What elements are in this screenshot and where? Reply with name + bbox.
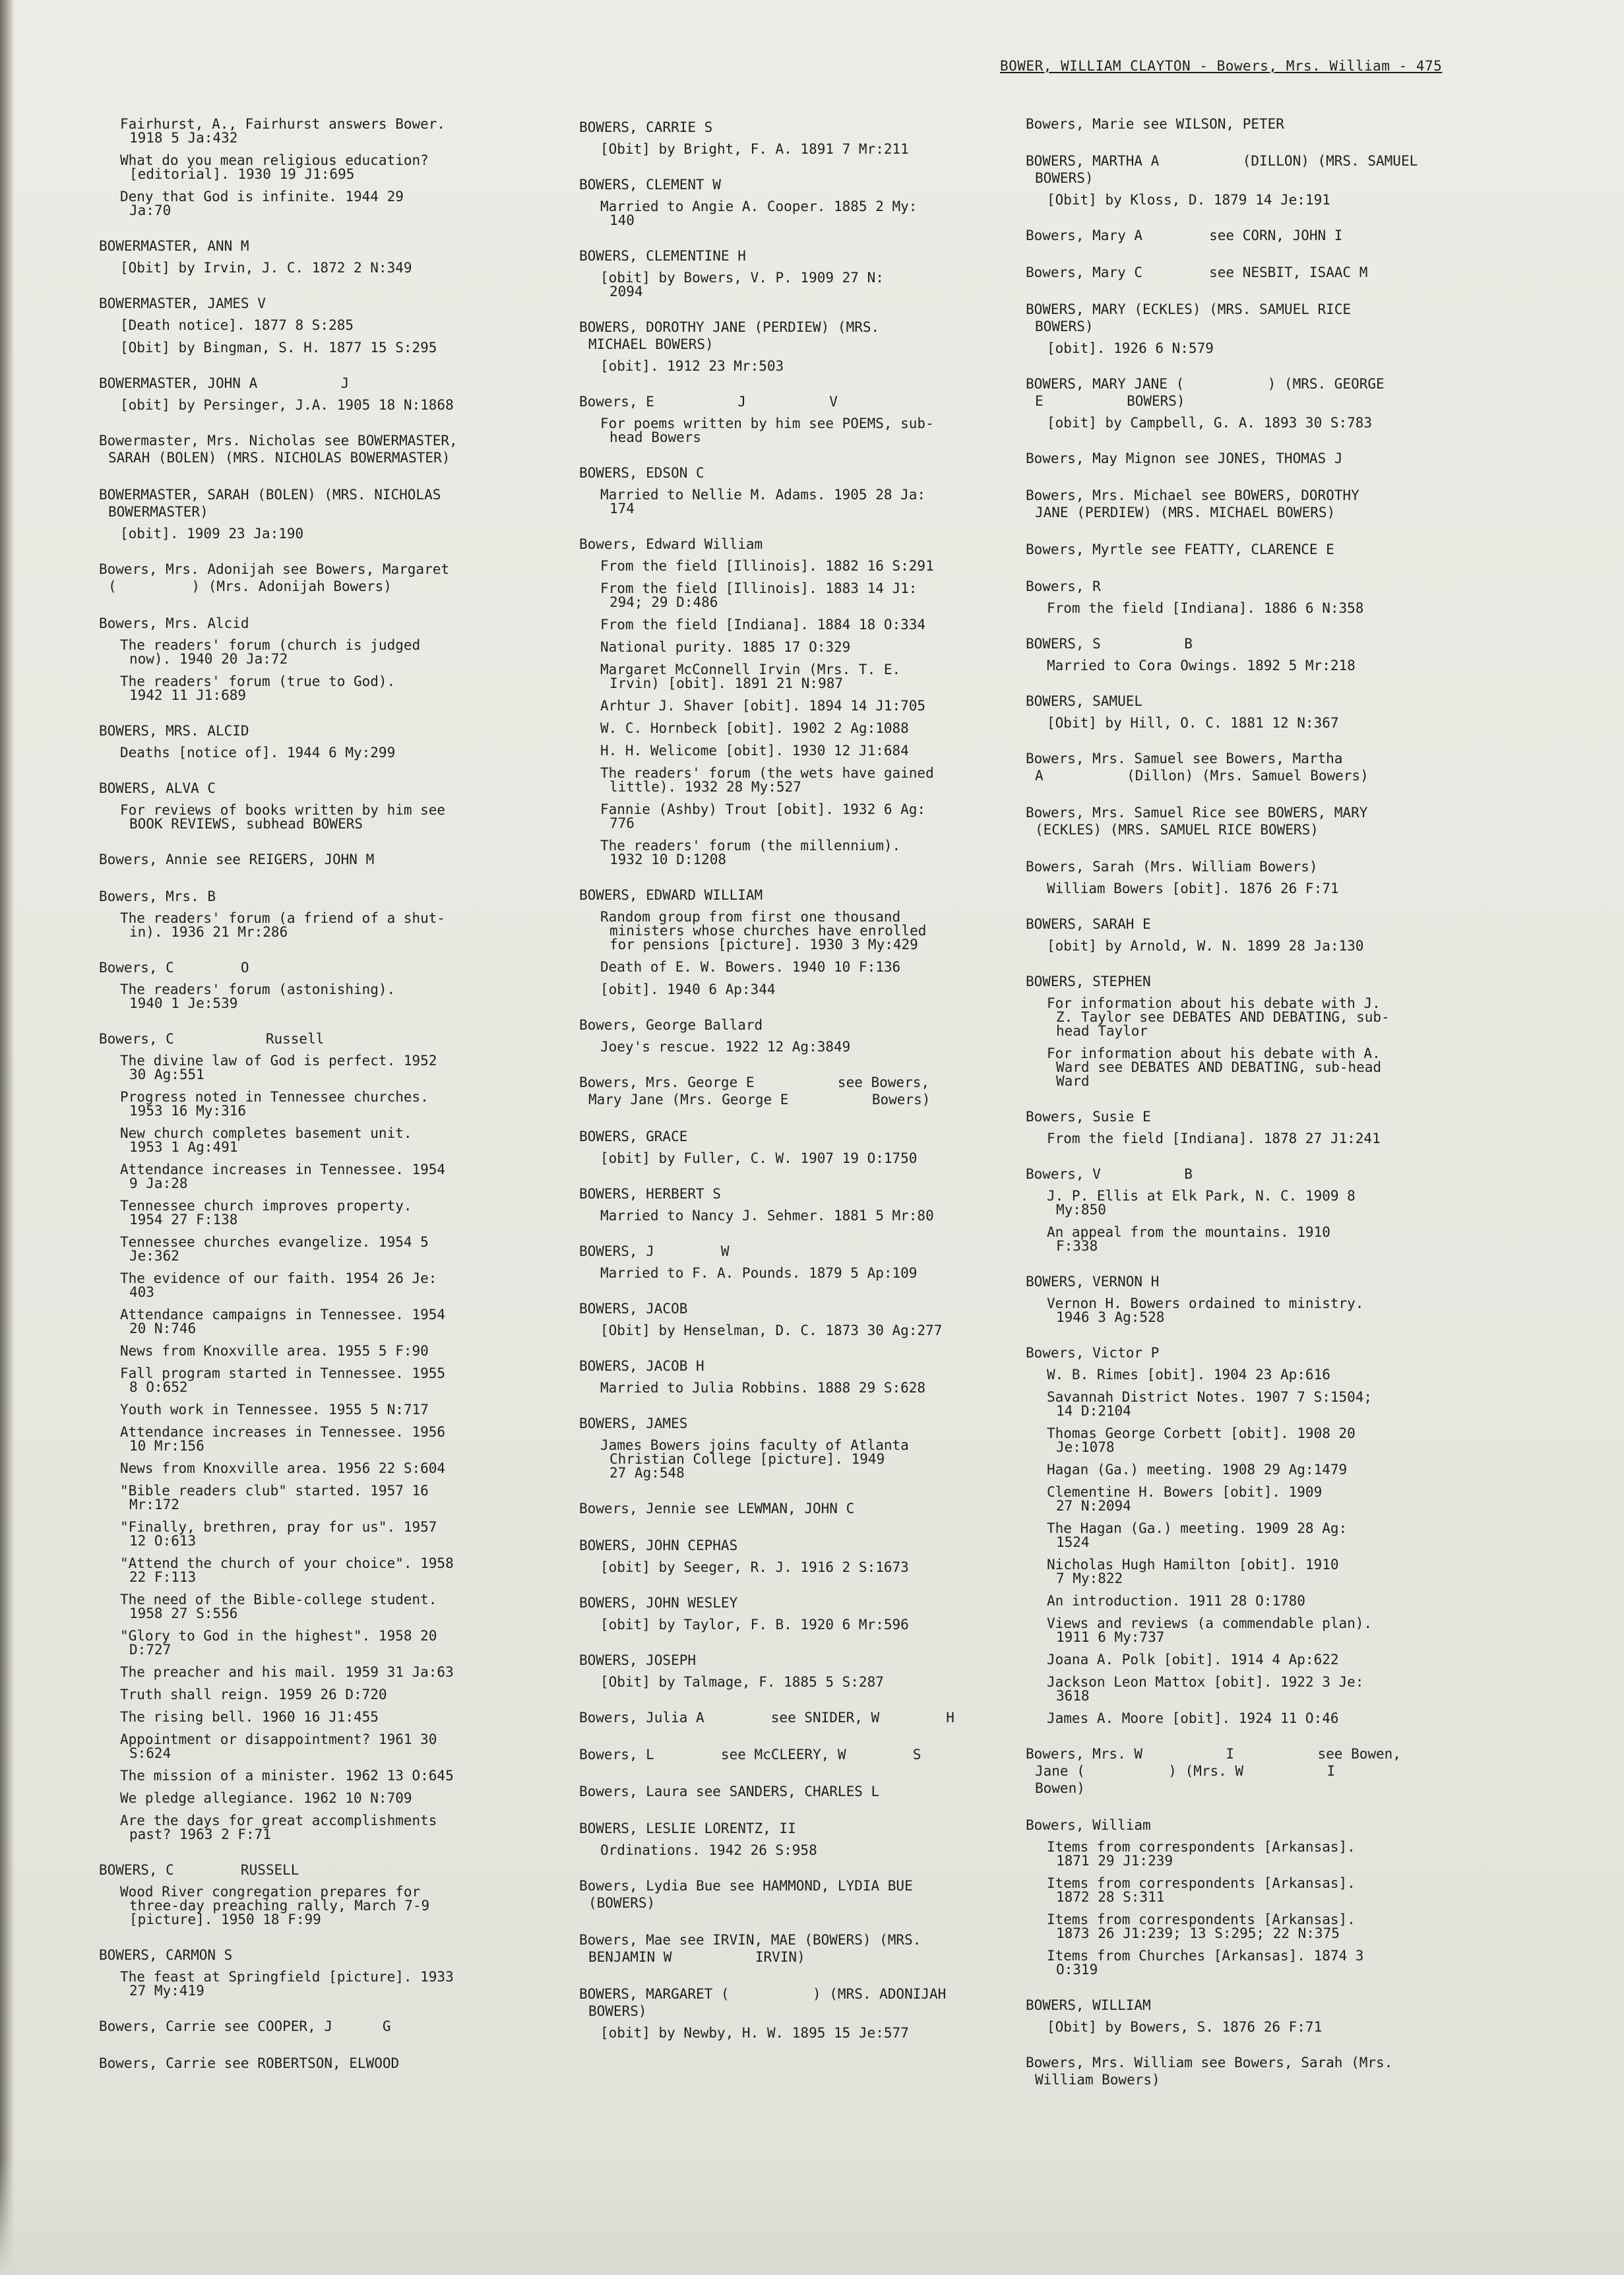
- entry-citation: Arhtur J. Shaver [obit]. 1894 14 J1:705: [600, 698, 926, 714]
- index-entry: [1026, 487, 1474, 521]
- index-entry: [1026, 1817, 1474, 1977]
- entry-heading: BOWERS, CARMON S: [99, 1947, 233, 1963]
- entry-heading: BOWERS, MARY (ECKLES) (MRS. SAMUEL RICE BOWERS): [1026, 301, 1352, 334]
- entry-citation: From the field [Indiana]. 1886 6 N:358: [1047, 600, 1364, 616]
- index-entry: [1026, 2054, 1474, 2088]
- entry-citation: Death of E. W. Bowers. 1940 10 F:136: [600, 959, 901, 975]
- entry-heading: BOWERS, SAMUEL: [1026, 693, 1143, 709]
- entry-heading: Bowers, Mrs. William see Bowers, Sarah (Mrs. William Bowers): [1026, 2055, 1393, 2088]
- entry-heading: BOWERS, EDSON C: [579, 465, 704, 481]
- entry-citation: The mission of a minister. 1962 13 O:645: [120, 1768, 454, 1784]
- index-entry: [1026, 301, 1474, 356]
- index-entry: [579, 1931, 1001, 1966]
- entry-citation: J. P. Ellis at Elk Park, N. C. 1909 8 My:850: [1047, 1188, 1356, 1218]
- entry-citation: The readers' forum (astonishing). 1940 1 Je:539: [120, 982, 396, 1011]
- entry-citation: "Bible readers club" started. 1957 16 Mr:172: [120, 1483, 429, 1512]
- entry-citation: The readers' forum (the millennium). 1932 10 D:1208: [600, 838, 901, 867]
- entry-heading: BOWERMASTER, JOHN A J: [99, 375, 350, 391]
- entry-heading: Bowers, Carrie see COOPER, J G: [99, 2018, 391, 2034]
- entry-citation: Tennessee churches evangelize. 1954 5 Je:362: [120, 1234, 429, 1264]
- entry-citation: "Finally, brethren, pray for us". 1957 12 O:613: [120, 1519, 437, 1549]
- entry-citation: [Obit] by Bingman, S. H. 1877 15 S:295: [120, 340, 437, 356]
- index-entry: [579, 1537, 1001, 1574]
- entry-citation: [Obit] by Bright, F. A. 1891 7 Mr:211: [600, 141, 909, 157]
- entry-citation: Deny that God is infinite. 1944 29 Ja:70: [120, 189, 404, 218]
- entry-citation: Wood River congregation prepares for three-day preaching rally, March 7-9 [picture]. 1950 18 F:99: [120, 1884, 430, 1927]
- index-entry: [579, 1783, 1001, 1800]
- entry-heading: BOWERS, J W: [579, 1243, 730, 1259]
- entry-heading: Bowers, Mary A see CORN, JOHN I: [1026, 228, 1343, 243]
- entry-citation: From the field [Indiana]. 1884 18 O:334: [600, 617, 926, 633]
- index-entry: [1026, 1344, 1474, 1726]
- entry-citation: [Obit] by Bowers, S. 1876 26 F:71: [1047, 2019, 1323, 2035]
- entry-heading: Bowers, Mrs. Samuel Rice see BOWERS, MARY (ECKLES) (MRS. SAMUEL RICE BOWERS): [1026, 805, 1368, 838]
- entry-heading: BOWERMASTER, ANN M: [99, 238, 249, 254]
- entry-heading: BOWERS, DOROTHY JANE (PERDIEW) (MRS. MICHAEL BOWERS): [579, 319, 880, 352]
- entry-citation: Are the days for great accomplishments past? 1963 2 F:71: [120, 1813, 437, 1842]
- entry-citation: [Obit] by Kloss, D. 1879 14 Je:191: [1047, 192, 1330, 208]
- entry-citation: Joana A. Polk [obit]. 1914 4 Ap:622: [1047, 1652, 1339, 1667]
- entry-heading: Bowers, Annie see REIGERS, JOHN M: [99, 852, 375, 867]
- index-entry: [99, 1030, 534, 1842]
- entry-heading: Bowers, Laura see SANDERS, CHARLES L: [579, 1784, 880, 1799]
- entry-citation: Hagan (Ga.) meeting. 1908 29 Ag:1479: [1047, 1462, 1348, 1478]
- index-entry: [99, 561, 534, 595]
- entry-heading: Bowers, Mrs. Michael see BOWERS, DOROTHY JANE (PERDIEW) (MRS. MICHAEL BOWERS): [1026, 487, 1359, 520]
- entry-citation: [Obit] by Henselman, D. C. 1873 30 Ag:277: [600, 1323, 943, 1338]
- entry-citation: James Bowers joins faculty of Atlanta Christian College [picture]. 1949 27 Ag:548: [600, 1437, 909, 1481]
- index-entry: [579, 1877, 1001, 1912]
- index-entry: [1026, 541, 1474, 558]
- entry-citation: Items from correspondents [Arkansas]. 1872 28 S:311: [1047, 1875, 1356, 1905]
- entry-citation: The preacher and his mail. 1959 31 Ja:63: [120, 1664, 454, 1680]
- entry-citation: From the field [Indiana]. 1878 27 J1:241: [1047, 1131, 1381, 1146]
- entry-heading: Bowers, May Mignon see JONES, THOMAS J: [1026, 451, 1343, 466]
- entry-citation: Vernon H. Bowers ordained to ministry. 1946 3 Ag:528: [1047, 1295, 1364, 1325]
- index-entry: [99, 375, 534, 412]
- entry-citation: Attendance campaigns in Tennessee. 1954 20 N:746: [120, 1307, 446, 1336]
- index-entry: [1026, 1108, 1474, 1146]
- entry-heading: Bowers, Jennie see LEWMAN, JOHN C: [579, 1501, 855, 1516]
- entry-heading: Bowers, L see McCLEERY, W S: [579, 1747, 921, 1762]
- entry-heading: Bowers, Mrs. Samuel see Bowers, Martha A (Dillon) (Mrs. Samuel Bowers): [1026, 751, 1369, 784]
- entry-heading: BOWERS, CARRIE S: [579, 119, 713, 135]
- index-entry: [99, 117, 534, 218]
- entry-citation: Views and reviews (a commendable plan). 1911 6 My:737: [1047, 1615, 1373, 1645]
- entry-citation: Nicholas Hugh Hamilton [obit]. 1910 7 My:822: [1047, 1557, 1339, 1586]
- entry-citation: [Obit] by Talmage, F. 1885 5 S:287: [600, 1674, 884, 1690]
- entry-citation: For information about his debate with J. Z. Taylor see DEBATES AND DEBATING, sub- head Taylor: [1047, 995, 1390, 1039]
- entry-heading: BOWERS, STEPHEN: [1026, 974, 1151, 989]
- entry-heading: Bowers, Mrs. B: [99, 888, 216, 904]
- entry-citation: [obit]. 1912 23 Mr:503: [600, 358, 784, 374]
- index-entry: [579, 1016, 1001, 1054]
- entry-heading: BOWERS, SARAH E: [1026, 916, 1151, 932]
- index-entry: [99, 432, 534, 466]
- index-entry: [579, 1985, 1001, 2040]
- index-entry: [99, 2055, 534, 2072]
- entry-citation: National purity. 1885 17 O:329: [600, 639, 851, 655]
- entry-heading: Bowermaster, Mrs. Nicholas see BOWERMASTER, SARAH (BOLEN) (MRS. NICHOLAS BOWERMASTER): [99, 433, 458, 466]
- index-entry: [1026, 578, 1474, 615]
- entry-heading: BOWERMASTER, SARAH (BOLEN) (MRS. NICHOLAS BOWERMASTER): [99, 487, 441, 520]
- entry-heading: Bowers, C Russell: [99, 1031, 325, 1047]
- index-entry: [579, 1357, 1001, 1395]
- entry-citation: Clementine H. Bowers [obit]. 1909 27 N:2094: [1047, 1484, 1323, 1514]
- index-column-3: [1026, 115, 1474, 2108]
- entry-citation: For reviews of books written by him see BOOK REVIEWS, subhead BOWERS: [120, 802, 446, 832]
- index-entry: [1026, 693, 1474, 730]
- entry-heading: Bowers, R: [1026, 578, 1101, 594]
- index-entry: [99, 2018, 534, 2035]
- index-entry: [579, 119, 1001, 156]
- entry-heading: BOWERS, EDWARD WILLIAM: [579, 887, 763, 903]
- index-entry: [99, 295, 534, 355]
- entry-citation: Appointment or disappointment? 1961 30 S:624: [120, 1731, 437, 1761]
- entry-citation: The readers' forum (church is judged now). 1940 20 Ja:72: [120, 637, 421, 667]
- index-entry: [579, 1746, 1001, 1763]
- entry-citation: For information about his debate with A. Ward see DEBATES AND DEBATING, sub-head Ward: [1047, 1045, 1382, 1089]
- entry-heading: Bowers, William: [1026, 1817, 1151, 1833]
- index-entry: [579, 536, 1001, 867]
- index-column-1: [99, 117, 534, 2092]
- running-head: BOWER, WILLIAM CLAYTON - Bowers, Mrs. William - 475: [1000, 58, 1443, 74]
- index-entry: [1026, 973, 1474, 1088]
- entry-heading: BOWERS, CLEMENTINE H: [579, 248, 746, 264]
- entry-citation: "Glory to God in the highest". 1958 20 D:727: [120, 1628, 437, 1658]
- entry-citation: [Death notice]. 1877 8 S:285: [120, 317, 354, 333]
- entry-heading: BOWERS, JACOB: [579, 1301, 688, 1317]
- entry-citation: W. C. Hornbeck [obit]. 1902 2 Ag:1088: [600, 720, 909, 736]
- index-entry: [579, 176, 1001, 228]
- index-entry: [99, 486, 534, 541]
- entry-citation: Savannah District Notes. 1907 7 S:1504; 14 D:2104: [1047, 1389, 1373, 1419]
- entry-heading: Bowers, Mrs. George E see Bowers, Mary Jane (Mrs. George E Bowers): [579, 1075, 931, 1107]
- entry-heading: BOWERS, C RUSSELL: [99, 1862, 299, 1878]
- entry-citation: [obit] by Newby, H. W. 1895 15 Je:577: [600, 2025, 909, 2041]
- index-entry: [579, 1128, 1001, 1166]
- entry-citation: Fairhurst, A., Fairhurst answers Bower. 1918 5 Ja:432: [120, 116, 446, 146]
- entry-heading: BOWERS, WILLIAM: [1026, 1997, 1151, 2013]
- entry-citation: [obit] by Persinger, J.A. 1905 18 N:1868: [120, 397, 454, 413]
- entry-heading: Bowers, George Ballard: [579, 1017, 763, 1033]
- index-entry: [579, 319, 1001, 373]
- entry-citation: Ordinations. 1942 26 S:958: [600, 1842, 817, 1858]
- entry-citation: New church completes basement unit. 1953 1 Ag:491: [120, 1125, 412, 1155]
- entry-heading: BOWERS, VERNON H: [1026, 1274, 1160, 1290]
- entry-citation: H. H. Welicome [obit]. 1930 12 J1:684: [600, 743, 909, 759]
- index-entry: [99, 722, 534, 760]
- index-entry: [1026, 375, 1474, 430]
- entry-citation: An appeal from the mountains. 1910 F:338: [1047, 1224, 1330, 1254]
- entry-citation: Items from correspondents [Arkansas]. 1873 26 J1:239; 13 S:295; 22 N:375: [1047, 1912, 1356, 1941]
- entry-heading: Bowers, C O: [99, 960, 249, 976]
- index-entry: [1026, 750, 1474, 784]
- entry-citation: From the field [Illinois]. 1883 14 J1: 294; 29 D:486: [600, 580, 918, 610]
- entry-citation: [obit] by Bowers, V. P. 1909 27 N: 2094: [600, 270, 884, 299]
- entry-heading: Bowers, Marie see WILSON, PETER: [1026, 116, 1284, 132]
- index-entry: [579, 1820, 1001, 1857]
- index-entry: [99, 1947, 534, 1998]
- entry-citation: [obit]. 1909 23 Ja:190: [120, 526, 304, 542]
- entry-citation: [obit] by Campbell, G. A. 1893 30 S:783: [1047, 415, 1373, 431]
- entry-heading: BOWERS, GRACE: [579, 1129, 688, 1144]
- entry-heading: BOWERS, HERBERT S: [579, 1186, 721, 1202]
- entry-citation: The readers' forum (a friend of a shut- in). 1936 21 Mr:286: [120, 910, 446, 940]
- index-entry: [99, 959, 534, 1011]
- entry-citation: Married to Nancy J. Sehmer. 1881 5 Mr:80: [600, 1208, 934, 1224]
- entry-citation: What do you mean religious education? [editorial]. 1930 19 J1:695: [120, 152, 429, 182]
- entry-heading: BOWERS, JOHN CEPHAS: [579, 1538, 738, 1553]
- entry-heading: BOWERS, ALVA C: [99, 780, 216, 796]
- index-entry: [99, 780, 534, 831]
- entry-citation: Fannie (Ashby) Trout [obit]. 1932 6 Ag: 776: [600, 801, 926, 831]
- entry-citation: Tennessee church improves property. 1954 27 F:138: [120, 1198, 412, 1228]
- index-entry: [1026, 858, 1474, 896]
- entry-citation: For poems written by him see POEMS, sub- head Bowers: [600, 416, 934, 445]
- index-entry: [1026, 115, 1474, 133]
- index-entry: [579, 393, 1001, 445]
- entry-citation: "Attend the church of your choice". 1958 22 F:113: [120, 1555, 454, 1585]
- index-entry: [579, 1300, 1001, 1338]
- index-entry: [99, 237, 534, 275]
- index-entry: [579, 1652, 1001, 1689]
- entry-citation: Married to F. A. Pounds. 1879 5 Ap:109: [600, 1265, 918, 1281]
- entry-heading: BOWERS, JACOB H: [579, 1358, 704, 1374]
- entry-heading: Bowers, Julia A see SNIDER, W H: [579, 1710, 954, 1726]
- entry-citation: We pledge allegiance. 1962 10 N:709: [120, 1790, 412, 1806]
- entry-citation: Thomas George Corbett [obit]. 1908 20 Je:1078: [1047, 1425, 1356, 1455]
- index-entry: [99, 888, 534, 939]
- index-entry: [579, 1594, 1001, 1632]
- index-entry: [1026, 152, 1474, 207]
- entry-heading: BOWERS, MARTHA A (DILLON) (MRS. SAMUEL BOWERS): [1026, 153, 1418, 186]
- entry-heading: Bowers, Sarah (Mrs. William Bowers): [1026, 859, 1318, 875]
- entry-citation: The need of the Bible-college student. 1958 27 S:556: [120, 1592, 437, 1621]
- entry-heading: Bowers, Carrie see ROBERTSON, ELWOOD: [99, 2055, 400, 2071]
- entry-citation: James A. Moore [obit]. 1924 11 O:46: [1047, 1710, 1339, 1726]
- index-entry: [579, 247, 1001, 299]
- entry-citation: The Hagan (Ga.) meeting. 1909 28 Ag: 1524: [1047, 1520, 1348, 1550]
- entry-heading: Bowers, E J V: [579, 394, 838, 410]
- entry-heading: BOWERMASTER, JAMES V: [99, 296, 266, 311]
- index-entry: [1026, 1997, 1474, 2034]
- entry-citation: The feast at Springfield [picture]. 1933 27 My:419: [120, 1969, 454, 1999]
- page-bottom-shade: [0, 2156, 1624, 2275]
- entry-citation: W. B. Rimes [obit]. 1904 23 Ap:616: [1047, 1367, 1330, 1383]
- index-entry: [1026, 227, 1474, 244]
- entry-heading: BOWERS, S B: [1026, 636, 1193, 652]
- entry-heading: Bowers, Victor P: [1026, 1345, 1160, 1361]
- entry-citation: [Obit] by Irvin, J. C. 1872 2 N:349: [120, 260, 412, 276]
- entry-heading: Bowers, Myrtle see FEATTY, CLARENCE E: [1026, 542, 1334, 557]
- index-entry: [579, 1709, 1001, 1726]
- entry-citation: Married to Nellie M. Adams. 1905 28 Ja: 174: [600, 487, 926, 516]
- entry-citation: [obit] by Seeger, R. J. 1916 2 S:1673: [600, 1559, 909, 1575]
- entry-citation: [obit] by Fuller, C. W. 1907 19 O:1750: [600, 1150, 918, 1166]
- index-entry: [579, 1415, 1001, 1480]
- entry-citation: Margaret McConnell Irvin (Mrs. T. E. Irvin) [obit]. 1891 21 N:987: [600, 662, 901, 691]
- entry-heading: Bowers, Mrs. Adonijah see Bowers, Margaret ( ) (Mrs. Adonijah Bowers): [99, 561, 450, 594]
- entry-heading: Bowers, Mary C see NESBIT, ISAAC M: [1026, 265, 1368, 280]
- entry-citation: Random group from first one thousand ministers whose churches have enrolled for pensions [picture]. 1930 3 My:429: [600, 909, 927, 952]
- entry-citation: Fall program started in Tennessee. 1955 8 O:652: [120, 1365, 446, 1395]
- entry-citation: [obit] by Taylor, F. B. 1920 6 Mr:596: [600, 1617, 909, 1633]
- entry-citation: Items from correspondents [Arkansas]. 1871 29 J1:239: [1047, 1839, 1356, 1869]
- entry-heading: BOWERS, JOSEPH: [579, 1652, 697, 1668]
- binding-edge-shadow: [0, 0, 15, 2275]
- entry-citation: Items from Churches [Arkansas]. 1874 3 O:319: [1047, 1948, 1364, 1978]
- entry-citation: The divine law of God is perfect. 1952 30 Ag:551: [120, 1053, 437, 1082]
- entry-heading: BOWERS, JOHN WESLEY: [579, 1595, 738, 1611]
- index-entry: [1026, 450, 1474, 467]
- entry-heading: Bowers, V B: [1026, 1166, 1193, 1182]
- index-entry: [1026, 1166, 1474, 1253]
- index-entry: [1026, 264, 1474, 281]
- entry-heading: Bowers, Mrs. Alcid: [99, 615, 249, 631]
- entry-citation: Married to Julia Robbins. 1888 29 S:628: [600, 1380, 926, 1396]
- index-entry: [579, 1185, 1001, 1223]
- entry-citation: News from Knoxville area. 1955 5 F:90: [120, 1343, 429, 1359]
- index-entry: [579, 1074, 1001, 1108]
- entry-citation: Truth shall reign. 1959 26 D:720: [120, 1687, 387, 1702]
- entry-citation: [Obit] by Hill, O. C. 1881 12 N:367: [1047, 715, 1339, 731]
- entry-citation: An introduction. 1911 28 O:1780: [1047, 1593, 1305, 1609]
- entry-citation: Joey's rescue. 1922 12 Ag:3849: [600, 1039, 851, 1055]
- index-entry: [579, 887, 1001, 997]
- entry-heading: BOWERS, MRS. ALCID: [99, 723, 249, 739]
- entry-citation: Progress noted in Tennessee churches. 1953 16 My:316: [120, 1089, 429, 1119]
- entry-citation: Attendance increases in Tennessee. 1956 10 Mr:156: [120, 1424, 446, 1454]
- index-entry: [579, 464, 1001, 516]
- entry-heading: BOWERS, CLEMENT W: [579, 177, 721, 193]
- entry-heading: Bowers, Edward William: [579, 536, 763, 552]
- entry-citation: The readers' forum (the wets have gained little). 1932 28 My:527: [600, 765, 934, 795]
- entry-citation: Jackson Leon Mattox [obit]. 1922 3 Je: 3618: [1047, 1674, 1364, 1704]
- entry-heading: Bowers, Lydia Bue see HAMMOND, LYDIA BUE (BOWERS): [579, 1878, 913, 1911]
- index-entry: [99, 851, 534, 868]
- entry-heading: BOWERS, LESLIE LORENTZ, II: [579, 1821, 796, 1836]
- index-entry: [99, 1861, 534, 1927]
- entry-heading: BOWERS, MARY JANE ( ) (MRS. GEORGE E BOWERS): [1026, 376, 1385, 409]
- index-entry: [1026, 1745, 1474, 1797]
- index-column-2: [579, 119, 1001, 2060]
- index-entry: [99, 615, 534, 702]
- index-entry: [1026, 916, 1474, 953]
- index-entry: [1026, 1273, 1474, 1324]
- entry-citation: [obit]. 1940 6 Ap:344: [600, 982, 776, 997]
- index-entry: [579, 1500, 1001, 1517]
- entry-citation: Attendance increases in Tennessee. 1954 9 Ja:28: [120, 1162, 446, 1191]
- entry-heading: Bowers, Susie E: [1026, 1109, 1151, 1125]
- entry-citation: Married to Cora Owings. 1892 5 Mr:218: [1047, 658, 1356, 673]
- entry-citation: Married to Angie A. Cooper. 1885 2 My: 140: [600, 199, 918, 228]
- entry-heading: BOWERS, MARGARET ( ) (MRS. ADONIJAH BOWERS): [579, 1986, 947, 2019]
- entry-citation: Youth work in Tennessee. 1955 5 N:717: [120, 1402, 429, 1418]
- entry-citation: William Bowers [obit]. 1876 26 F:71: [1047, 881, 1339, 896]
- entry-heading: Bowers, Mrs. W I see Bowen, Jane ( ) (Mrs. W I Bowen): [1026, 1746, 1401, 1796]
- entry-heading: BOWERS, JAMES: [579, 1416, 688, 1431]
- entry-heading: Bowers, Mae see IRVIN, MAE (BOWERS) (MRS. BENJAMIN W IRVIN): [579, 1932, 921, 1965]
- entry-citation: The readers' forum (true to God). 1942 11 J1:689: [120, 673, 396, 703]
- index-entry: [1026, 804, 1474, 838]
- entry-citation: [obit] by Arnold, W. N. 1899 28 Ja:130: [1047, 938, 1364, 954]
- entry-citation: From the field [Illinois]. 1882 16 S:291: [600, 558, 934, 574]
- entry-citation: Deaths [notice of]. 1944 6 My:299: [120, 745, 396, 761]
- entry-citation: [obit]. 1926 6 N:579: [1047, 340, 1214, 356]
- entry-citation: News from Knoxville area. 1956 22 S:604: [120, 1460, 446, 1476]
- index-entry: [579, 1243, 1001, 1280]
- entry-citation: The rising bell. 1960 16 J1:455: [120, 1709, 379, 1725]
- index-entry: [1026, 635, 1474, 673]
- entry-citation: The evidence of our faith. 1954 26 Je: 403: [120, 1270, 437, 1300]
